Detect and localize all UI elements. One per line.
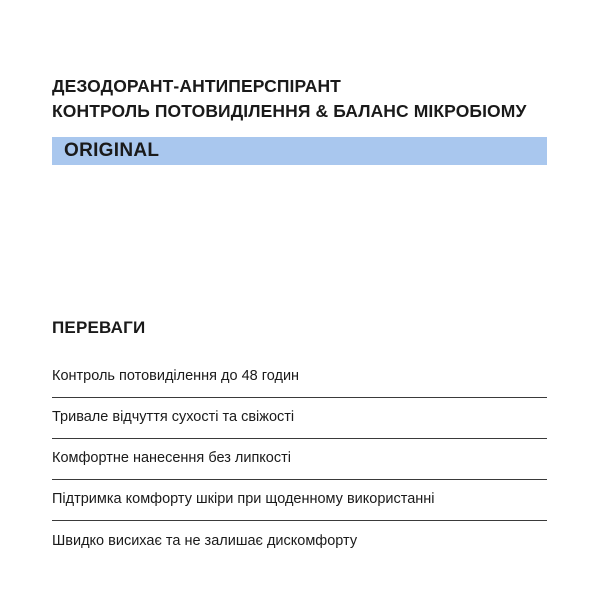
variant-label: ORIGINAL	[64, 140, 160, 161]
benefit-item: Контроль потовиділення до 48 годин	[52, 357, 547, 398]
product-title	[52, 74, 572, 124]
benefit-item: Тривале відчуття сухості та свіжості	[52, 398, 547, 439]
product-title-line-1: ДЕЗОДОРАНТ-АНТИПЕРСПІРАНТ	[52, 76, 341, 96]
benefits-heading: ПЕРЕВАГИ	[52, 318, 146, 337]
benefits-list	[52, 357, 547, 562]
benefit-item: Підтримка комфорту шкіри при щоденному використанні	[52, 480, 547, 521]
product-title-line-2: КОНТРОЛЬ ПОТОВИДІЛЕННЯ & БАЛАНС МІКРОБІОМУ	[52, 101, 527, 121]
variant-banner	[52, 137, 547, 165]
benefit-item: Швидко висихає та не залишає дискомфорту	[52, 532, 358, 549]
benefit-item: Комфортне нанесення без липкості	[52, 439, 547, 480]
